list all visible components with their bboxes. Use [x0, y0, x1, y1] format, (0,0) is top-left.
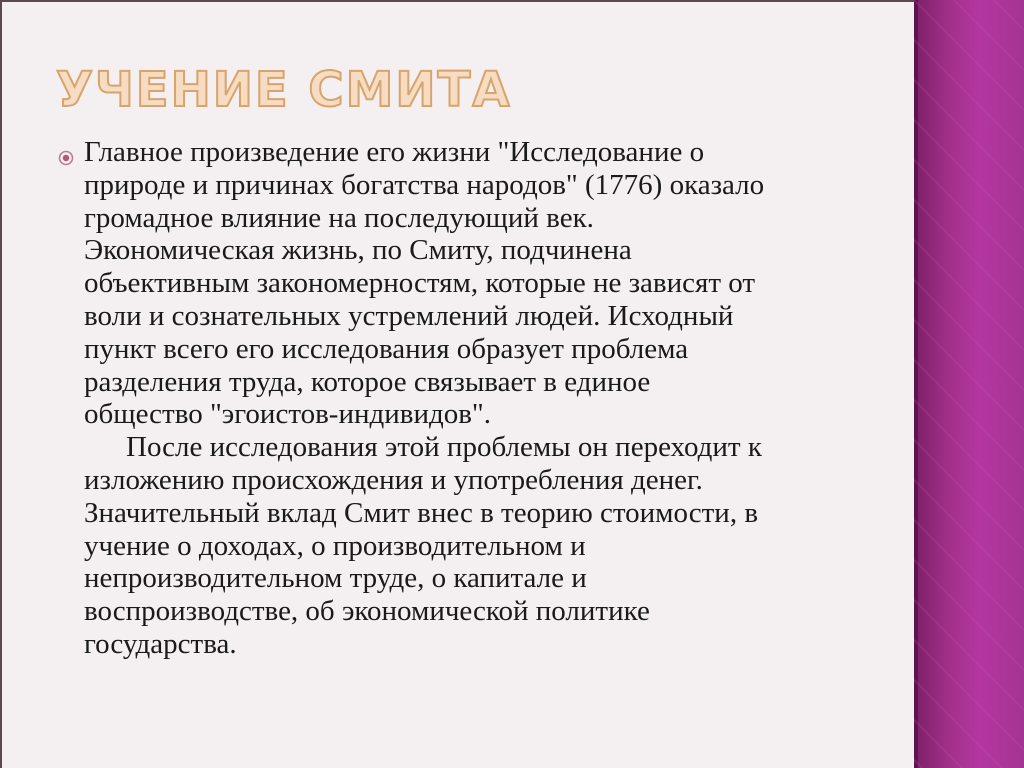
text-line: государства.: [84, 627, 237, 660]
text-line: изложению происхождения и употребления денег.: [84, 463, 703, 496]
circle-bullet-icon: [58, 150, 74, 166]
bullet-text: [84, 136, 894, 661]
text-line: учение о доходах, о производительном и: [84, 529, 586, 562]
text-line: природе и причинах богатства народов" (1776) оказало: [84, 168, 765, 201]
text-line: Экономическая жизнь, по Смиту, подчинена: [84, 234, 632, 267]
text-line: разделения труда, которое связывает в единое: [84, 365, 651, 398]
text-line: громадное влияние на последующий век.: [84, 201, 594, 234]
text-line: воспроизводстве, об экономической политике: [84, 595, 650, 628]
text-line: пункт всего его исследования образует проблема: [84, 332, 689, 365]
text-line: объективным закономерностям, которые не зависят от: [84, 267, 756, 300]
text-line: общество "эгоистов-индивидов".: [84, 398, 492, 431]
text-line: Главное произведение его жизни "Исследование о: [84, 136, 705, 168]
text-line: Значительный вклад Смит внес в теорию стоимости, в: [84, 496, 759, 529]
text-line: После исследования этой проблемы он переходит к: [126, 431, 762, 464]
diagonal-stripes-pattern: [914, 0, 1024, 768]
decorative-side-bar: [914, 0, 1024, 768]
text-line: воли и сознательных устремлений людей. Исходный: [84, 299, 734, 332]
text-line: непроизводительном труде, о капитале и: [84, 562, 587, 595]
slide-title: УЧЕНИЕ СМИТА: [56, 62, 512, 118]
